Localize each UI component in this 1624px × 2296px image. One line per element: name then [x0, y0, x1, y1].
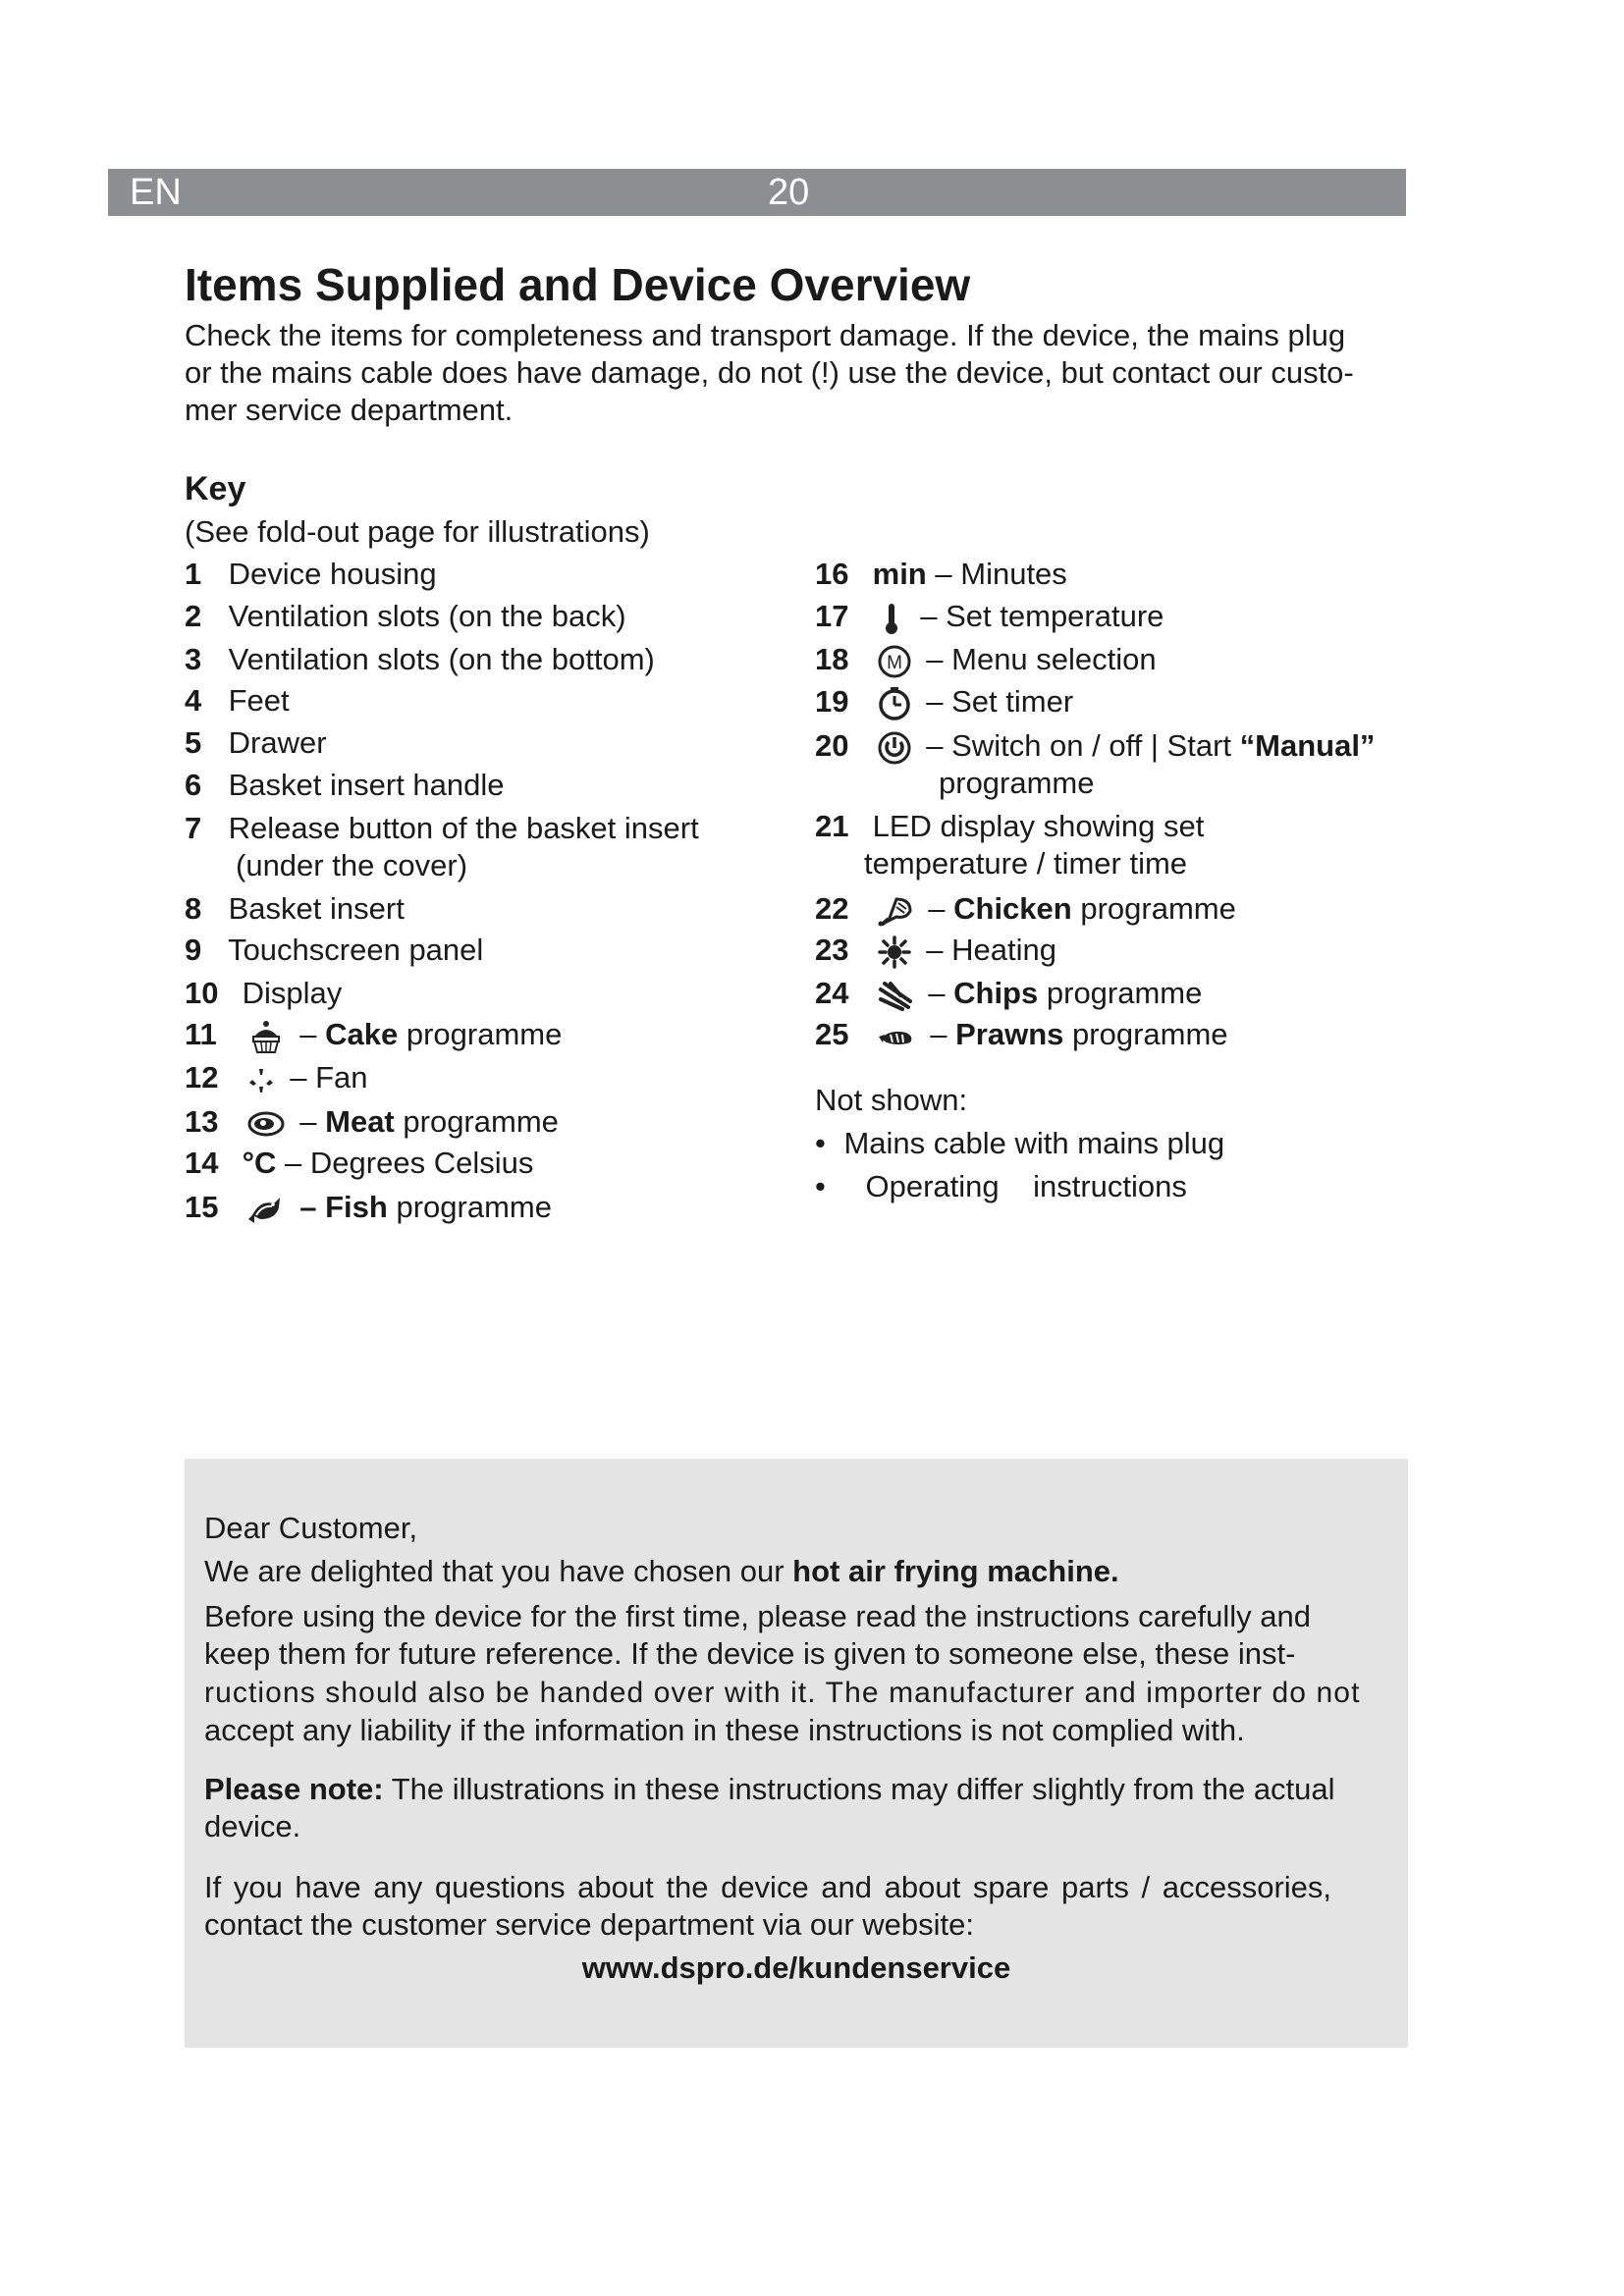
item-label: programme: [396, 1190, 552, 1224]
item-number: 20: [815, 728, 849, 763]
heating-icon: [877, 934, 912, 970]
item-label-continuation: temperature / timer time: [864, 846, 1188, 881]
minutes-symbol: min: [872, 557, 927, 591]
programme-name: “Manual”: [1239, 728, 1376, 763]
list-item: [185, 975, 342, 1012]
greeting: Dear Customer,: [204, 1511, 418, 1545]
item-label: programme: [1072, 1017, 1228, 1051]
item-label: Operating instructions: [865, 1169, 1187, 1203]
item-label: Set timer: [951, 684, 1074, 719]
fish-icon: [246, 1194, 286, 1225]
list-item: [185, 890, 405, 928]
item-number: 4: [185, 683, 202, 718]
list-item: [185, 932, 483, 969]
item-number: 21: [815, 809, 849, 843]
item-label: Menu selection: [951, 642, 1157, 676]
item-label: Minutes: [960, 557, 1067, 591]
list-item: [185, 1189, 552, 1226]
power-icon: [877, 730, 912, 766]
notice-line: contact the customer service department via our website:: [204, 1907, 974, 1942]
item-label: Drawer: [228, 725, 327, 760]
dash: –: [299, 1017, 317, 1051]
notice-line: accept any liability if the information in these instructions is not complied with.: [204, 1713, 1245, 1747]
item-label: Switch on / off | Start: [951, 728, 1232, 763]
list-item: [185, 1016, 562, 1054]
item-number: 9: [185, 933, 202, 967]
list-item: [815, 932, 1056, 970]
item-label: programme: [403, 1104, 559, 1139]
item-number: 16: [815, 557, 849, 591]
svg-text:M: M: [886, 652, 902, 673]
list-item: [185, 682, 290, 720]
item-label: Feet: [228, 683, 290, 718]
dash: –: [928, 976, 946, 1010]
item-label: Display: [242, 976, 343, 1010]
dash: –: [285, 1146, 302, 1180]
notice-text: The illustrations in these instructions may differ slightly from the actual: [391, 1772, 1335, 1806]
item-number: 2: [185, 599, 202, 633]
fan-icon: [246, 1065, 276, 1095]
item-number: 13: [185, 1104, 219, 1139]
list-item: [815, 975, 1202, 1012]
item-number: 23: [815, 933, 849, 967]
menu-m-icon: [877, 644, 912, 679]
item-label: Mains cable with mains plug: [843, 1126, 1225, 1160]
item-label: Fan: [315, 1060, 368, 1095]
list-item: [185, 1059, 368, 1096]
programme-name: Meat: [325, 1104, 395, 1139]
programme-name: Fish: [325, 1190, 388, 1224]
list-item: [815, 808, 1204, 845]
list-item: [815, 641, 1157, 679]
item-number: 8: [185, 891, 202, 926]
item-label: Release button of the basket insert: [228, 811, 699, 845]
website-link[interactable]: www.dspro.de/kundenservice: [581, 1950, 1011, 1985]
key-note: (See fold-out page for illustrations): [185, 514, 650, 549]
item-number: 1: [185, 557, 202, 591]
product-name: hot air frying machine.: [792, 1554, 1119, 1588]
notice-line: device.: [204, 1809, 301, 1843]
item-number: 10: [185, 976, 219, 1010]
notice-text: We are delighted that you have chosen our: [204, 1554, 785, 1588]
notice-line: If you have any questions about the device and about spare parts / accessories,: [204, 1870, 1332, 1904]
meat-icon: [246, 1109, 286, 1139]
item-number: 25: [815, 1017, 849, 1051]
item-label: programme: [1046, 976, 1203, 1010]
intro-line: or the mains cable does have damage, do not (!) use the device, but contact our custo-: [185, 355, 1354, 390]
intro-paragraph: [185, 317, 1412, 429]
item-label: Set temperature: [946, 599, 1164, 633]
list-item: [815, 1125, 1224, 1162]
item-number: 19: [815, 684, 849, 719]
list-item: [185, 810, 699, 847]
item-number: 18: [815, 642, 849, 676]
intro-line: mer service department.: [185, 393, 514, 427]
list-item: [815, 727, 1375, 766]
key-heading: Key: [185, 470, 246, 507]
dash: –: [299, 1104, 317, 1139]
page-number: 20: [768, 172, 810, 213]
item-label: Heating: [951, 933, 1056, 967]
list-item: [185, 556, 437, 593]
notice-line: keep them for future reference. If the device is given to someone else, these inst-: [204, 1636, 1296, 1671]
thermometer-icon: [877, 602, 906, 635]
item-label-continuation: programme: [939, 766, 1095, 800]
page-title: Items Supplied and Device Overview: [185, 259, 971, 310]
item-number: 6: [185, 768, 202, 802]
notice-line: ructions should also be handed over with it. The manufacturer and importer do not: [204, 1677, 1361, 1709]
notice-line: [204, 1553, 1119, 1590]
notice-line: Before using the device for the first time, please read the instructions carefully and: [204, 1599, 1311, 1633]
item-number: 3: [185, 642, 202, 676]
dash: –: [926, 642, 944, 676]
chicken-icon: [877, 895, 914, 927]
list-item: [185, 1103, 559, 1141]
dash: –: [926, 933, 944, 967]
dash: –: [935, 557, 952, 591]
programme-name: Prawns: [955, 1017, 1064, 1051]
item-label: programme: [406, 1017, 563, 1051]
page-header-bar: [108, 169, 1406, 216]
item-number: 7: [185, 811, 202, 845]
list-item: [185, 598, 626, 635]
list-item: [185, 767, 505, 804]
language-label: EN: [130, 172, 182, 213]
dash: –: [930, 1017, 947, 1051]
item-number: 5: [185, 725, 202, 760]
list-item: [815, 556, 1067, 593]
please-note-label: Please note:: [204, 1772, 384, 1806]
list-item: [815, 890, 1236, 928]
programme-name: Chicken: [953, 891, 1072, 926]
dash: –: [290, 1060, 307, 1095]
item-number: 17: [815, 599, 849, 633]
programme-name: Cake: [325, 1017, 399, 1051]
item-label: Basket insert: [228, 891, 405, 926]
dash: –: [928, 891, 946, 926]
item-number: 24: [815, 976, 849, 1010]
list-item: [185, 724, 327, 762]
dash: –: [926, 684, 944, 719]
item-number: 14: [185, 1146, 219, 1180]
item-label: Ventilation slots (on the back): [228, 599, 626, 633]
chips-icon: [877, 980, 914, 1011]
list-item: [815, 598, 1164, 635]
item-label: Basket insert handle: [228, 768, 505, 802]
item-label: LED display showing set: [872, 809, 1205, 843]
list-item: [815, 1016, 1228, 1053]
item-label: Device housing: [228, 557, 437, 591]
item-label: Touchscreen panel: [228, 933, 484, 967]
item-label-continuation: (under the cover): [236, 848, 468, 882]
not-shown-heading: Not shown:: [815, 1083, 968, 1117]
cake-icon: [246, 1019, 286, 1054]
item-number: 15: [185, 1190, 219, 1224]
dash: –: [920, 599, 938, 633]
prawns-icon: [877, 1025, 916, 1048]
dash: –: [299, 1190, 317, 1224]
item-number: 22: [815, 891, 849, 926]
bullet: •: [815, 1126, 826, 1160]
please-note-line: [204, 1771, 1335, 1808]
timer-icon: [877, 686, 912, 721]
item-label: Degrees Celsius: [309, 1146, 534, 1180]
dash: –: [926, 728, 944, 763]
list-item: [185, 641, 655, 678]
item-label: Ventilation slots (on the bottom): [228, 642, 655, 676]
bullet: •: [815, 1169, 826, 1203]
item-label: programme: [1080, 891, 1236, 926]
item-number: 11: [185, 1017, 217, 1051]
customer-notice-box: [185, 1459, 1408, 2048]
list-item: [185, 1145, 533, 1182]
intro-line: Check the items for completeness and transport damage. If the device, the mains plug: [185, 318, 1346, 352]
celsius-symbol: °C: [242, 1146, 277, 1180]
list-item: [815, 683, 1073, 721]
item-number: 12: [185, 1060, 219, 1095]
programme-name: Chips: [953, 976, 1039, 1010]
list-item: [815, 1168, 1187, 1205]
